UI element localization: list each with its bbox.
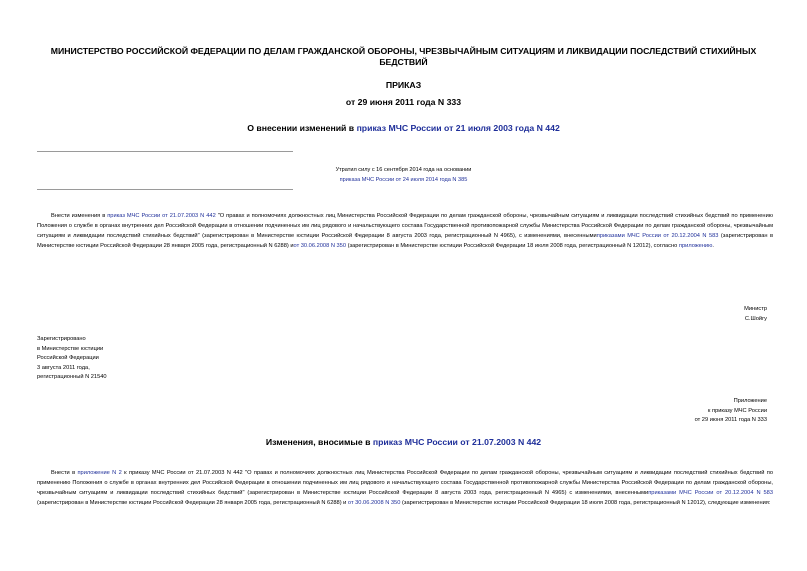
link-order-583[interactable]: приказами МЧС России от 20.12.2004 N 583 [648,490,773,496]
signature-name: С.Шойгу [744,315,767,322]
main-paragraph-text: "О правах и полномочиях должностных лиц Министерства Российской Федерации по делам гражданской обороны, чрезвычайным ситуациям и ликвидации последствий стихийных бедствий по применению Положения о службе в органах внутренних дел Российской Федерации в отношении подчиненных им лиц рядового и начальствующего состава Государственной противопожарной службы Министерства Российской Федерации по делам гражданской обороны, чрезвычайным ситуациям и ликвидации последствий стихийных бедствий" (зарегистрирован в Министерстве юстиции Российской Федерации 8 августа 2003 года, регистрационный N 4965), с изменениями, внесенными [37,213,774,239]
ministry-title: МИНИСТЕРСТВО РОССИЙСКОЙ ФЕДЕРАЦИИ ПО ДЕЛАМ ГРАЖДАНСКОЙ ОБОРОНЫ, ЧРЕЗВЫЧАЙНЫМ СИТУАЦИЯМ И ЛИКВИДАЦИИ ПОСЛЕДСТВИЙ СТИХИЙНЫХ БЕДСТВИЙ [50,46,757,67]
order-date-number: от 29 июня 2011 года N 333 [345,97,462,107]
changes-heading [28,437,779,448]
top-divider [37,151,293,152]
appendix-reference [695,397,767,426]
changes-paragraph-text: к приказу МЧС России от 21.07.2003 N 442 "О правах и полномочиях должностных лиц Министерства Российской Федерации по делам гражданской обороны, чрезвычайным ситуациям и ликвидации последствий стихийных бедствий по применению Положения о службе в органах внутренних дел Российской Федерации в отношении подчиненных им лиц рядового и начальствующего состава Государственной противопожарной службы Министерства Российской Федерации по делам гражданской обороны, чрезвычайным ситуациям и ликвидации последствий стихийных бедствий" (зарегистрирован в Министерстве юстиции Российской Федерации 8 августа 2003 года, регистрационный N 4965) с изменениями, внесенными [37,470,773,496]
registration-line: Российской Федерации [37,355,99,361]
validity-note-link[interactable]: приказа МЧС России от 24 июля 2014 года N 385 [339,177,468,183]
link-order-350[interactable]: от 30.06.2008 N 350 [347,500,401,506]
link-order-583[interactable]: приказами МЧС России от 20.12.2004 N 583 [596,233,719,239]
doc-type-heading: ПРИКАЗ [385,80,422,90]
signature-position: Министр [744,306,767,312]
appendix-line: Приложение [733,398,767,404]
order-subject [28,123,779,134]
main-paragraph-text: Внести изменения в [51,213,108,219]
changes-paragraph-text: (зарегистрирован в Министерстве юстиции Российской Федерации 18 июля 2008 года, регистрационный N 12012), следующие изменения: [400,500,771,506]
registration-line: Зарегистрировано [37,336,86,342]
order-subject-link[interactable]: приказ МЧС России от 21 июля 2003 года N 442 [356,123,560,133]
link-appendix[interactable]: приложению [678,243,713,249]
registration-line: регистрационный N 21540 [37,374,107,380]
changes-paragraph-text: Внести в [51,470,78,476]
registration-line: 3 августа 2011 года, [37,364,90,371]
validity-note-line: Утратил силу с 16 сентября 2014 года на основании [335,167,472,173]
link-order-442[interactable]: приказ МЧС России от 21.07.2003 N 442 [107,213,216,219]
changes-paragraph-text: (зарегистрирован в Министерстве юстиции Российской Федерации 28 января 2005 года, регистрационный N 6288) и [37,500,348,506]
main-paragraph-text: (зарегистрирован в Министерстве юстиции Российской Федерации 18 июля 2008 года, регистрационный N 12012), согласно [346,243,679,249]
validity-note-link-line [28,175,779,185]
registration-line: в Министерстве юстиции [37,345,104,352]
appendix-line: к приказу МЧС России [707,407,767,414]
changes-heading-prefix: Изменения, вносимые в [265,437,373,447]
order-subject-prefix: О внесении изменений в [247,123,357,133]
changes-paragraph [37,468,773,508]
link-appendix-2[interactable]: приложение N 2 [77,470,122,476]
registration-block [37,335,107,383]
link-order-350[interactable]: от 30.06.2008 N 350 [293,243,346,249]
signature-block [744,305,767,324]
main-paragraph-text: (зарегистрирован в Министерстве юстиции Российской Федерации 28 января 2005 года, регистрационный N 6288) и [37,233,773,249]
main-paragraph [37,211,773,251]
appendix-line: от 29 июня 2011 года N 333 [694,417,767,423]
changes-heading-link[interactable]: приказ МЧС России от 21.07.2003 N 442 [372,437,542,447]
bottom-divider [37,189,293,190]
main-paragraph-text: . [712,243,714,249]
